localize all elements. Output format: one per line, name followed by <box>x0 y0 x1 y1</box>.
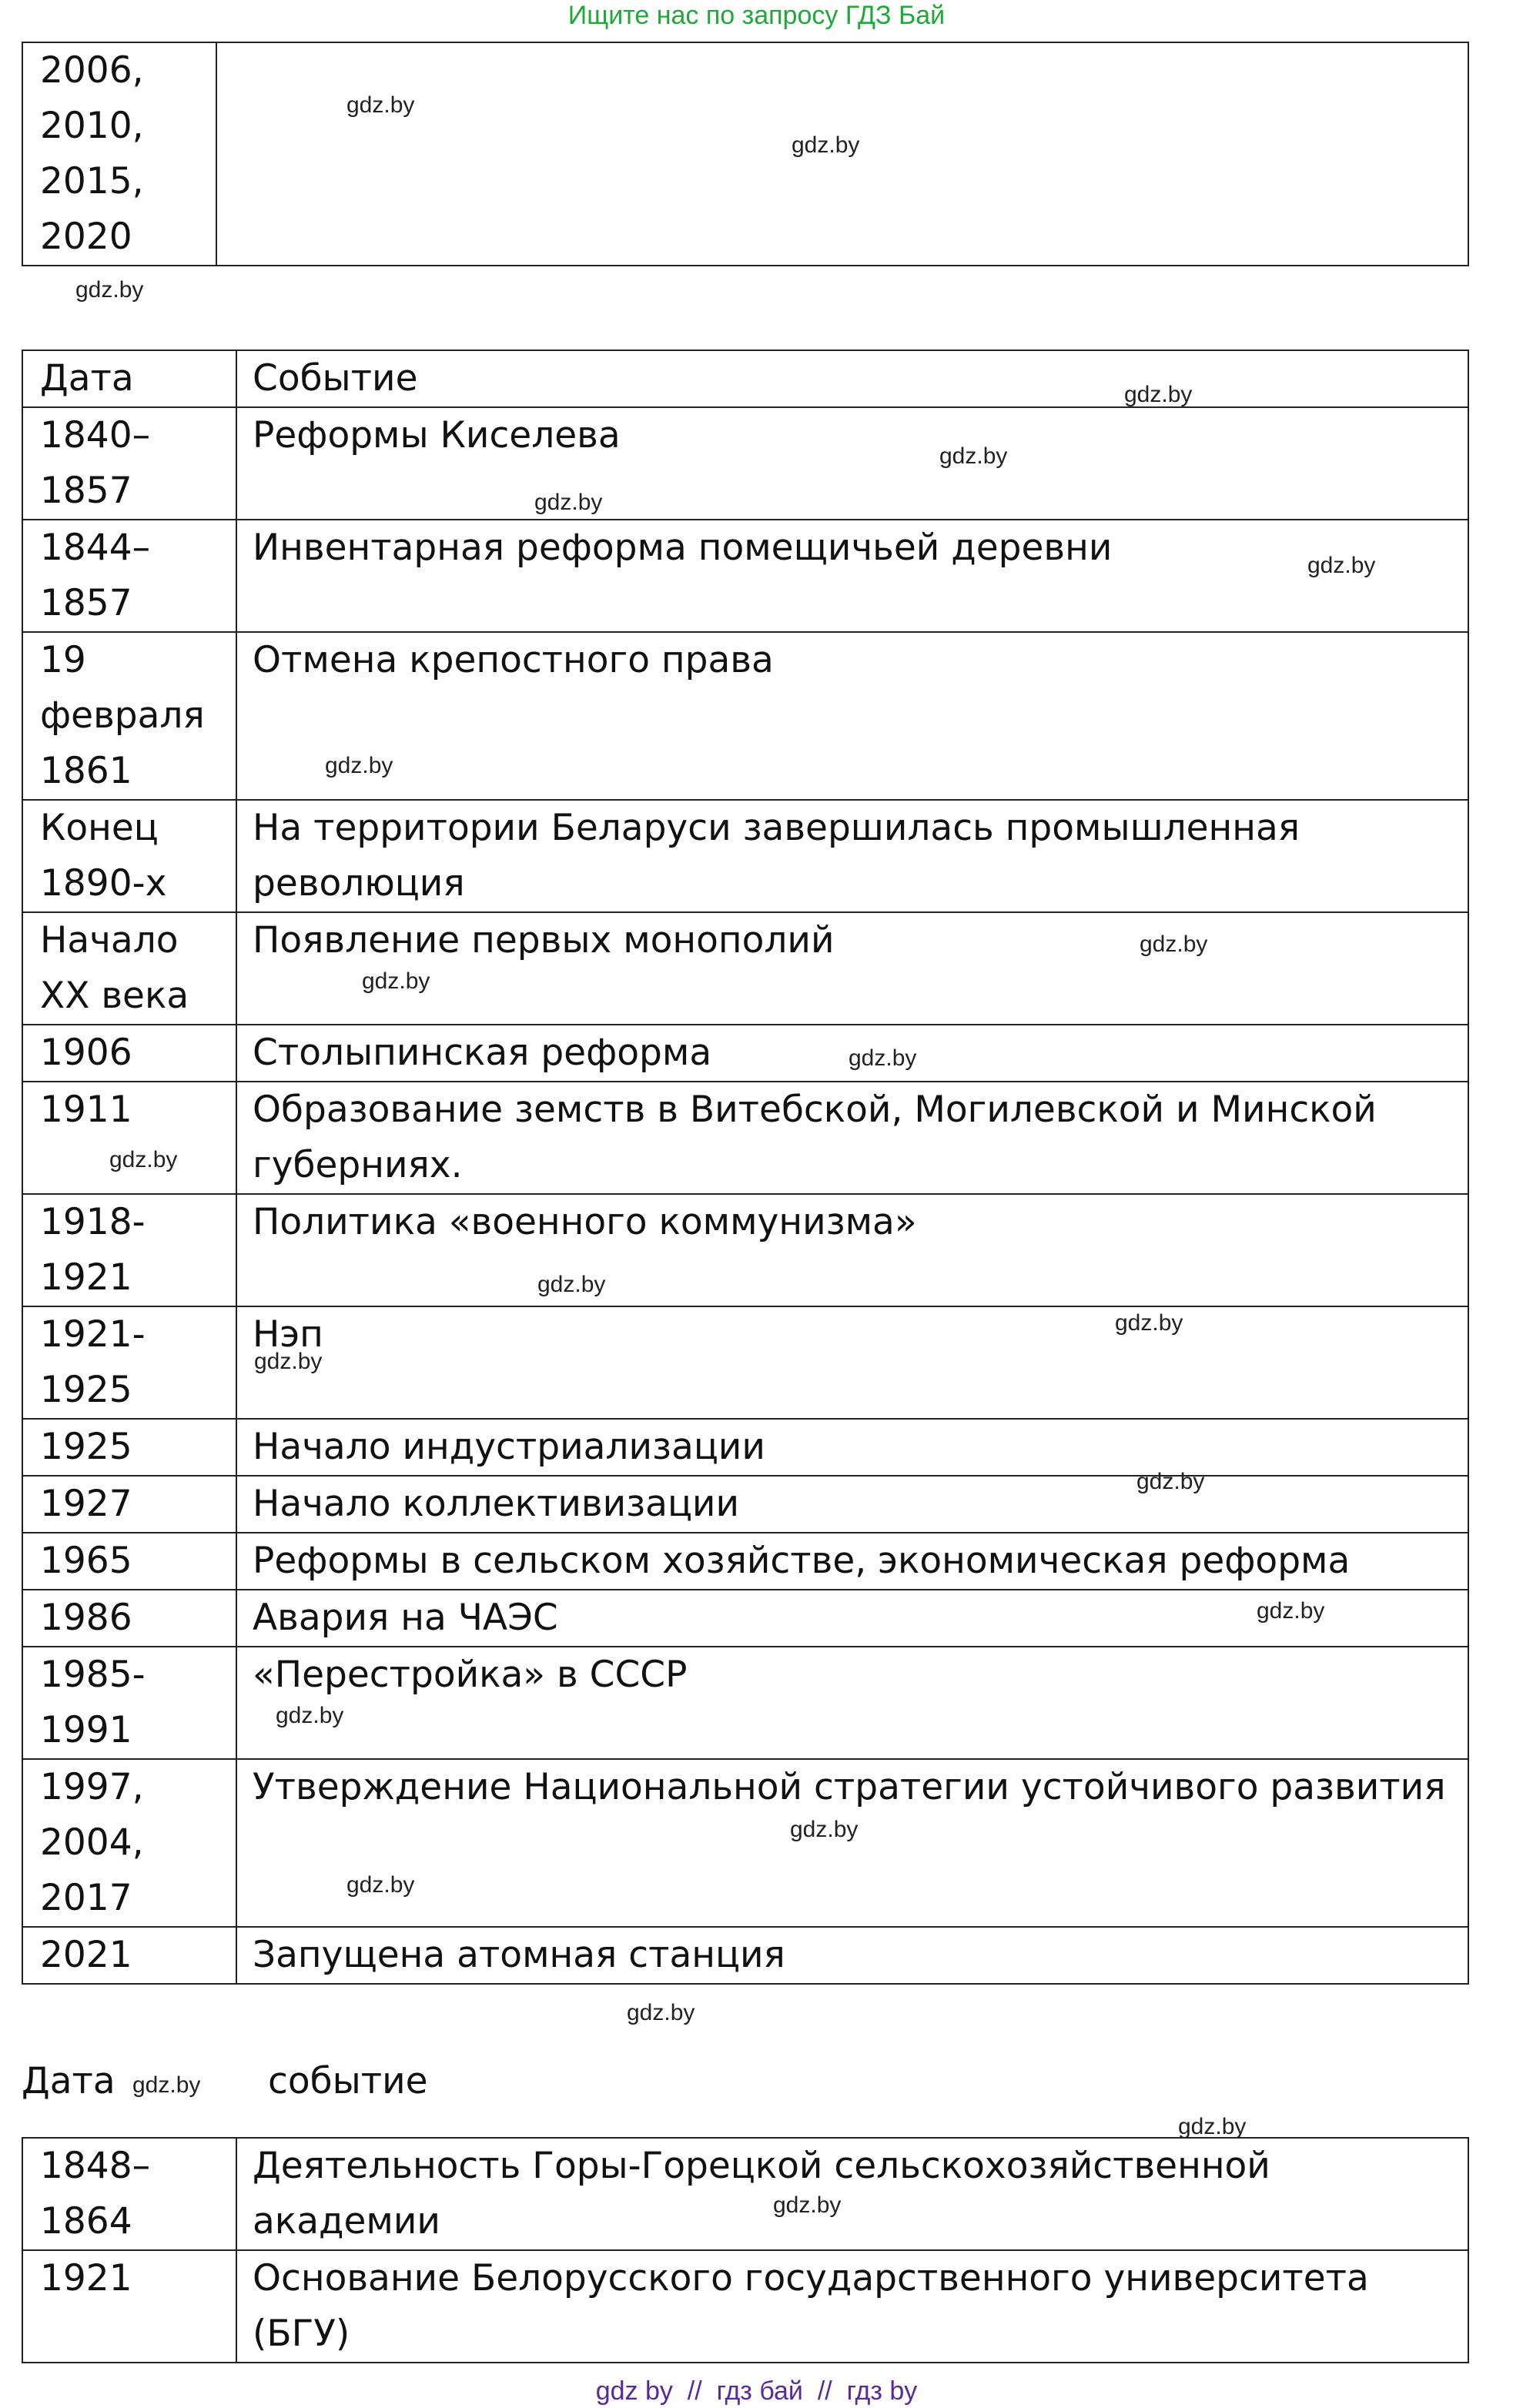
date-cell: 1986 <box>22 1590 236 1647</box>
event-cell: Утверждение Национальной стратегии устойчивого развития <box>236 1759 1468 1927</box>
date-cell: 1985- 1991 <box>22 1647 236 1759</box>
watermark-text: gdz.by <box>534 490 603 515</box>
event-cell: Запущена атомная станция <box>236 1927 1468 1984</box>
table-row <box>22 1927 1468 1984</box>
watermark-text: gdz.by <box>109 1147 178 1172</box>
watermark-text: gdz.by <box>346 92 415 118</box>
table-row <box>22 42 1468 266</box>
date-cell: 1918- 1921 <box>22 1194 236 1306</box>
watermark-text: gdz.by <box>1178 2114 1247 2139</box>
header-banner: Ищите нас по запросу ГДЗ Бай <box>567 1 946 30</box>
watermark-text: gdz.by <box>346 1872 415 1898</box>
watermark-text: gdz.by <box>790 1817 859 1842</box>
watermark-text: gdz.by <box>75 277 144 303</box>
watermark-text: gdz.by <box>1115 1310 1183 1336</box>
date-cell: 1927 <box>22 1476 236 1533</box>
date-cell: 1844– 1857 <box>22 520 236 632</box>
event-cell: Начало коллективизации <box>236 1476 1468 1533</box>
date-cell: 1921- 1925 <box>22 1306 236 1419</box>
section-3-caption-date: Дата <box>22 2060 115 2102</box>
date-cell: 1965 <box>22 1533 236 1590</box>
watermark-text: gdz.by <box>1257 1598 1325 1624</box>
date-cell: 2021 <box>22 1927 236 1984</box>
event-cell: Авария на ЧАЭС <box>236 1590 1468 1647</box>
event-cell: Реформы Киселева <box>236 407 1468 520</box>
watermark-text: gdz.by <box>939 443 1008 469</box>
watermark-text: gdz.by <box>1307 553 1376 578</box>
table-row <box>22 1082 1468 1194</box>
watermark-text: gdz.by <box>1140 931 1208 957</box>
event-cell: Основание Белорусского государственного университета (БГУ) <box>236 2250 1468 2363</box>
event-cell: Образование земств в Витебской, Могилевской и Минской губерниях. <box>236 1082 1468 1194</box>
event-cell: Реформы в сельском хозяйстве, экономическая реформа <box>236 1533 1468 1590</box>
event-cell: Деятельность Горы-Горецкой сельскохозяйственной академии <box>236 2138 1468 2250</box>
watermark-text: gdz.by <box>627 2000 695 2025</box>
watermark-text: gdz.by <box>849 1045 917 1071</box>
watermark-text: gdz.by <box>325 753 393 778</box>
table-row <box>22 1194 1468 1306</box>
table-row <box>22 1306 1468 1419</box>
date-cell: 19 февраля 1861 <box>22 632 236 800</box>
watermark-text: gdz.by <box>276 1703 344 1728</box>
date-cell: 1840– 1857 <box>22 407 236 520</box>
event-cell: Столыпинская реформа <box>236 1025 1468 1082</box>
date-cell: Конец 1890-х <box>22 800 236 912</box>
table-row <box>22 1533 1468 1590</box>
table-row <box>22 1476 1468 1533</box>
table-1 <box>22 42 1469 266</box>
date-cell: 1906 <box>22 1025 236 1082</box>
column-header-event: Событие <box>236 350 1468 407</box>
column-header-date: Дата <box>22 350 236 407</box>
date-cell: 1925 <box>22 1419 236 1476</box>
table-row <box>22 912 1468 1025</box>
watermark-text: gdz.by <box>362 968 430 994</box>
table-3 <box>22 2137 1469 2363</box>
date-cell: 1848– 1864 <box>22 2138 236 2250</box>
table-row <box>22 407 1468 520</box>
table-row <box>22 1025 1468 1082</box>
event-cell: «Перестройка» в СССР <box>236 1647 1468 1759</box>
table-row <box>22 632 1468 800</box>
footer-banner: gdz by // гдз бай // гдз by <box>595 2376 918 2406</box>
watermark-text: gdz.by <box>792 132 860 158</box>
table-row <box>22 2250 1468 2363</box>
table-row <box>22 1647 1468 1759</box>
table-row <box>22 520 1468 632</box>
watermark-text: gdz.by <box>254 1349 323 1374</box>
event-cell: На территории Беларуси завершилась промышленная революция <box>236 800 1468 912</box>
watermark-text: gdz.by <box>537 1272 606 1297</box>
event-cell: Инвентарная реформа помещичьей деревни <box>236 520 1468 632</box>
table-row <box>22 2138 1468 2250</box>
table-row <box>22 1759 1468 1927</box>
date-cell: 2006, 2010, 2015, 2020 <box>22 42 216 266</box>
date-cell: 1997, 2004, 2017 <box>22 1759 236 1927</box>
event-cell: Нэп <box>236 1306 1468 1419</box>
table-2 <box>22 349 1469 1985</box>
table-row <box>22 1419 1468 1476</box>
watermark-text: gdz.by <box>1136 1469 1205 1494</box>
event-cell: Начало индустриализации <box>236 1419 1468 1476</box>
date-cell: 1921 <box>22 2250 236 2363</box>
date-cell: 1911 <box>22 1082 236 1194</box>
table-row <box>22 800 1468 912</box>
table-header-row <box>22 350 1468 407</box>
section-3-caption-event: событие <box>268 2060 428 2102</box>
event-cell: Отмена крепостного права <box>236 632 1468 800</box>
date-cell: Начало XX века <box>22 912 236 1025</box>
event-cell: Политика «военного коммунизма» <box>236 1194 1468 1306</box>
watermark-text: gdz.by <box>132 2072 201 2098</box>
event-cell: Появление первых монополий <box>236 912 1468 1025</box>
table-row <box>22 1590 1468 1647</box>
watermark-text: gdz.by <box>1124 382 1193 407</box>
watermark-text: gdz.by <box>773 2192 842 2218</box>
